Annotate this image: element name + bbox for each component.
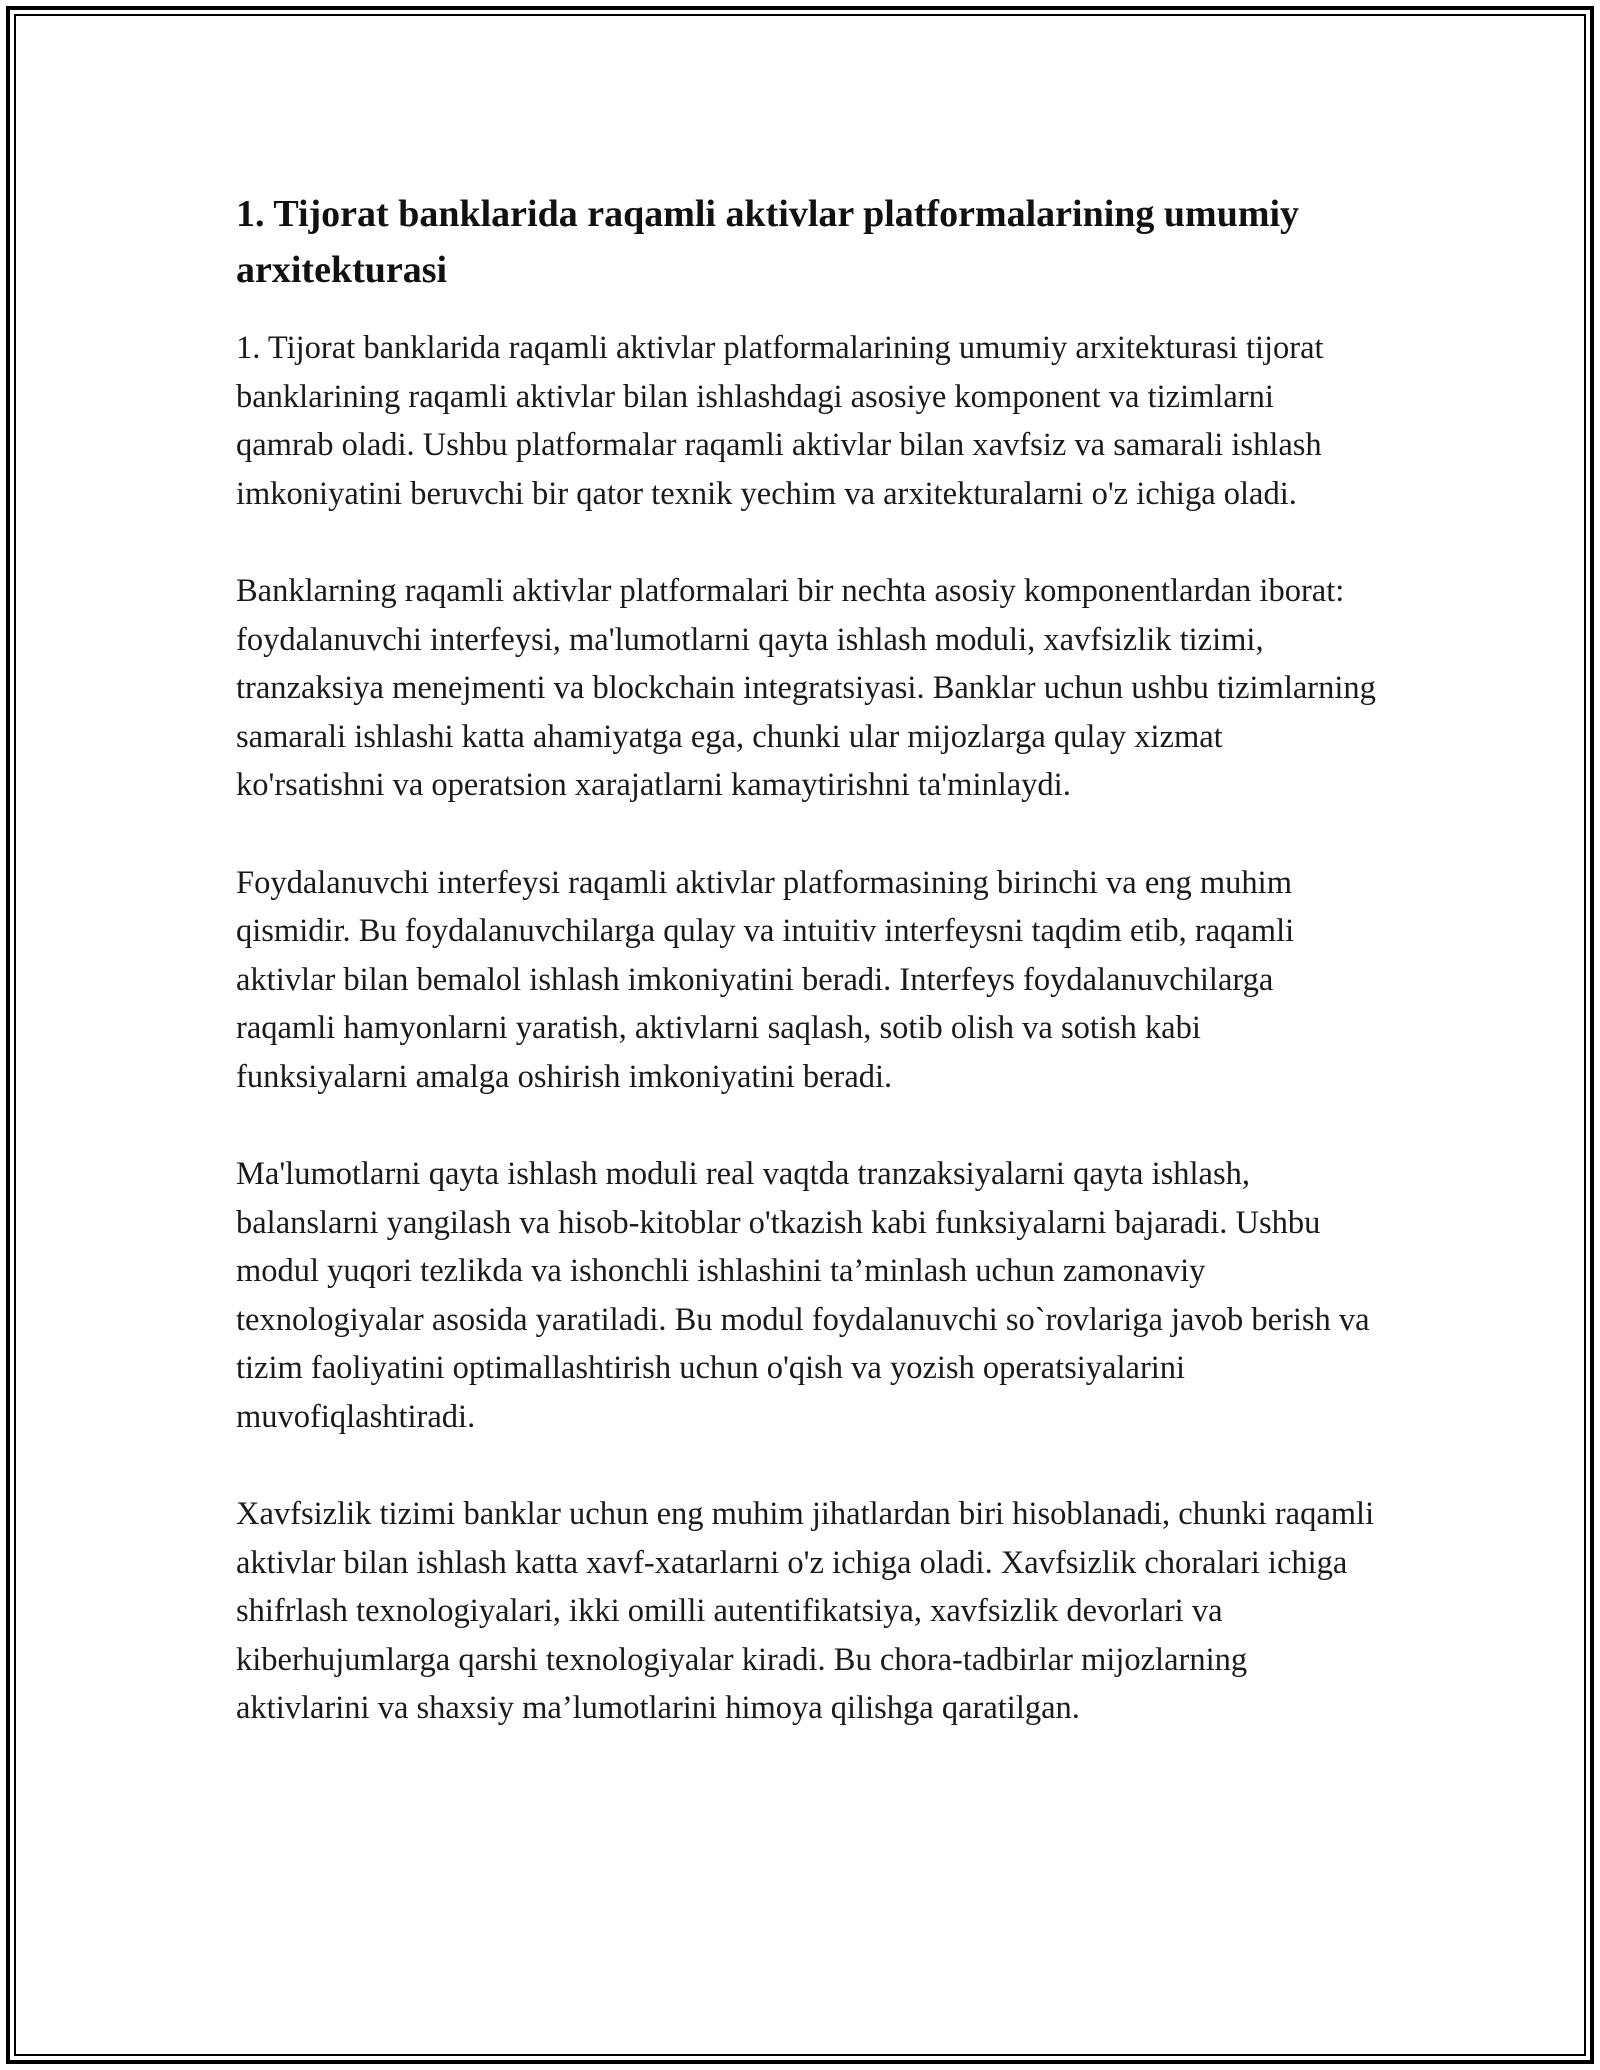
- paragraph-2: Banklarning raqamli aktivlar platformalari bir nechta asosiy komponentlardan iborat: foydalanuvchi interfeysi, ma'lumotlarni qayta ishlash moduli, xavfsizlik tizimi, tranzaksiya menejmenti va blockchain integratsiyasi. Banklar uchun ushbu tizimlarning samarali ishlashi katta ahamiyatga ega, chunki ular mijozlarga qulay xizmat ko'rsatishni va operatsion xarajatlarni kamaytirishni ta'minlaydi.: [236, 573, 1376, 803]
- paragraph-5: Xavfsizlik tizimi banklar uchun eng muhim jihatlardan biri hisoblanadi, chunki raqamli aktivlar bilan ishlash katta xavf-xatarlarni o'z ichiga oladi. Xavfsizlik choralari ichiga shifrlash texnologiyalari, ikki omilli autentifikatsiya, xavfsizlik devorlari va kiberhujumlarga qarshi texnologiyalar kiradi. Bu chora-tadbirlar mijozlarning aktivlarini va shaxsiy ma’lumotlarini himoya qilishga qaratilgan.: [236, 1496, 1375, 1726]
- document-body: [236, 186, 1376, 1782]
- paragraph-1: 1. Tijorat banklarida raqamli aktivlar platformalarining umumiy arxitekturasi tijorat banklarining raqamli aktivlar bilan ishlashdagi asosiye komponent va tizimlarni qamrab oladi. Ushbu platformalar raqamli aktivlar bilan xavfsiz va samarali ishlash imkoniyatini beruvchi bir qator texnik yechim va arxitekturalarni o'z ichiga oladi.: [236, 330, 1324, 512]
- document-title: 1. Tijorat banklarida raqamli aktivlar platformalarining umumiy arxitekturasi: [236, 193, 1300, 291]
- paragraph-3: Foydalanuvchi interfeysi raqamli aktivlar platformasining birinchi va eng muhim qismidir. Bu foydalanuvchilarga qulay va intuitiv interfeysni taqdim etib, raqamli aktivlar bilan bemalol ishlash imkoniyatini beradi. Interfeys foydalanuvchilarga raqamli hamyonlarni yaratish, aktivlarni saqlash, sotib olish va sotish kabi funksiyalarni amalga oshirish imkoniyatini beradi.: [236, 864, 1295, 1095]
- paragraph-4: Ma'lumotlarni qayta ishlash moduli real vaqtda tranzaksiyalarni qayta ishlash, balanslarni yangilash va hisob-kitoblar o'tkazish kabi funksiyalarni bajaradi. Ushbu modul yuqori tezlikda va ishonchli ishlashini ta’minlash uchun zamonaviy texnologiyalar asosida yaratiladi. Bu modul foydalanuvchi so`rovlariga javob berish va tizim faoliyatini optimallashtirish uchun o'qish va yozish operatsiyalarini muvofiqlashtiradi.: [236, 1156, 1370, 1435]
